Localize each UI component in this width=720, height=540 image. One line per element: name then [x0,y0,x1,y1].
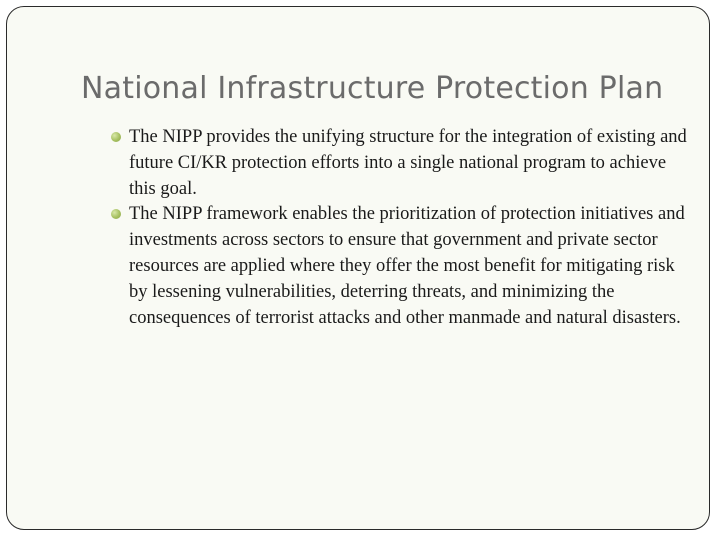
slide-frame [6,6,710,530]
bullet-dot-icon [111,132,121,142]
bullet-text: The NIPP provides the unifying structure for the integration of existing and future CI/KR protection efforts into a single national program to achieve this goal. [129,127,687,199]
bullet-item [111,202,691,331]
bullet-dot-icon [111,209,121,219]
bullet-item [111,125,691,202]
bullet-list [111,125,691,331]
bullet-text: The NIPP framework enables the prioritization of protection initiatives and investments across sectors to ensure that government and private sector resources are applied where they offer the most benefit for mitigating risk by lessening vulnerabilities, deterring threats, and minimizing the consequences of terrorist attacks and other manmade and natural disasters. [129,204,685,328]
slide-title: National Infrastructure Protection Plan [81,71,664,106]
